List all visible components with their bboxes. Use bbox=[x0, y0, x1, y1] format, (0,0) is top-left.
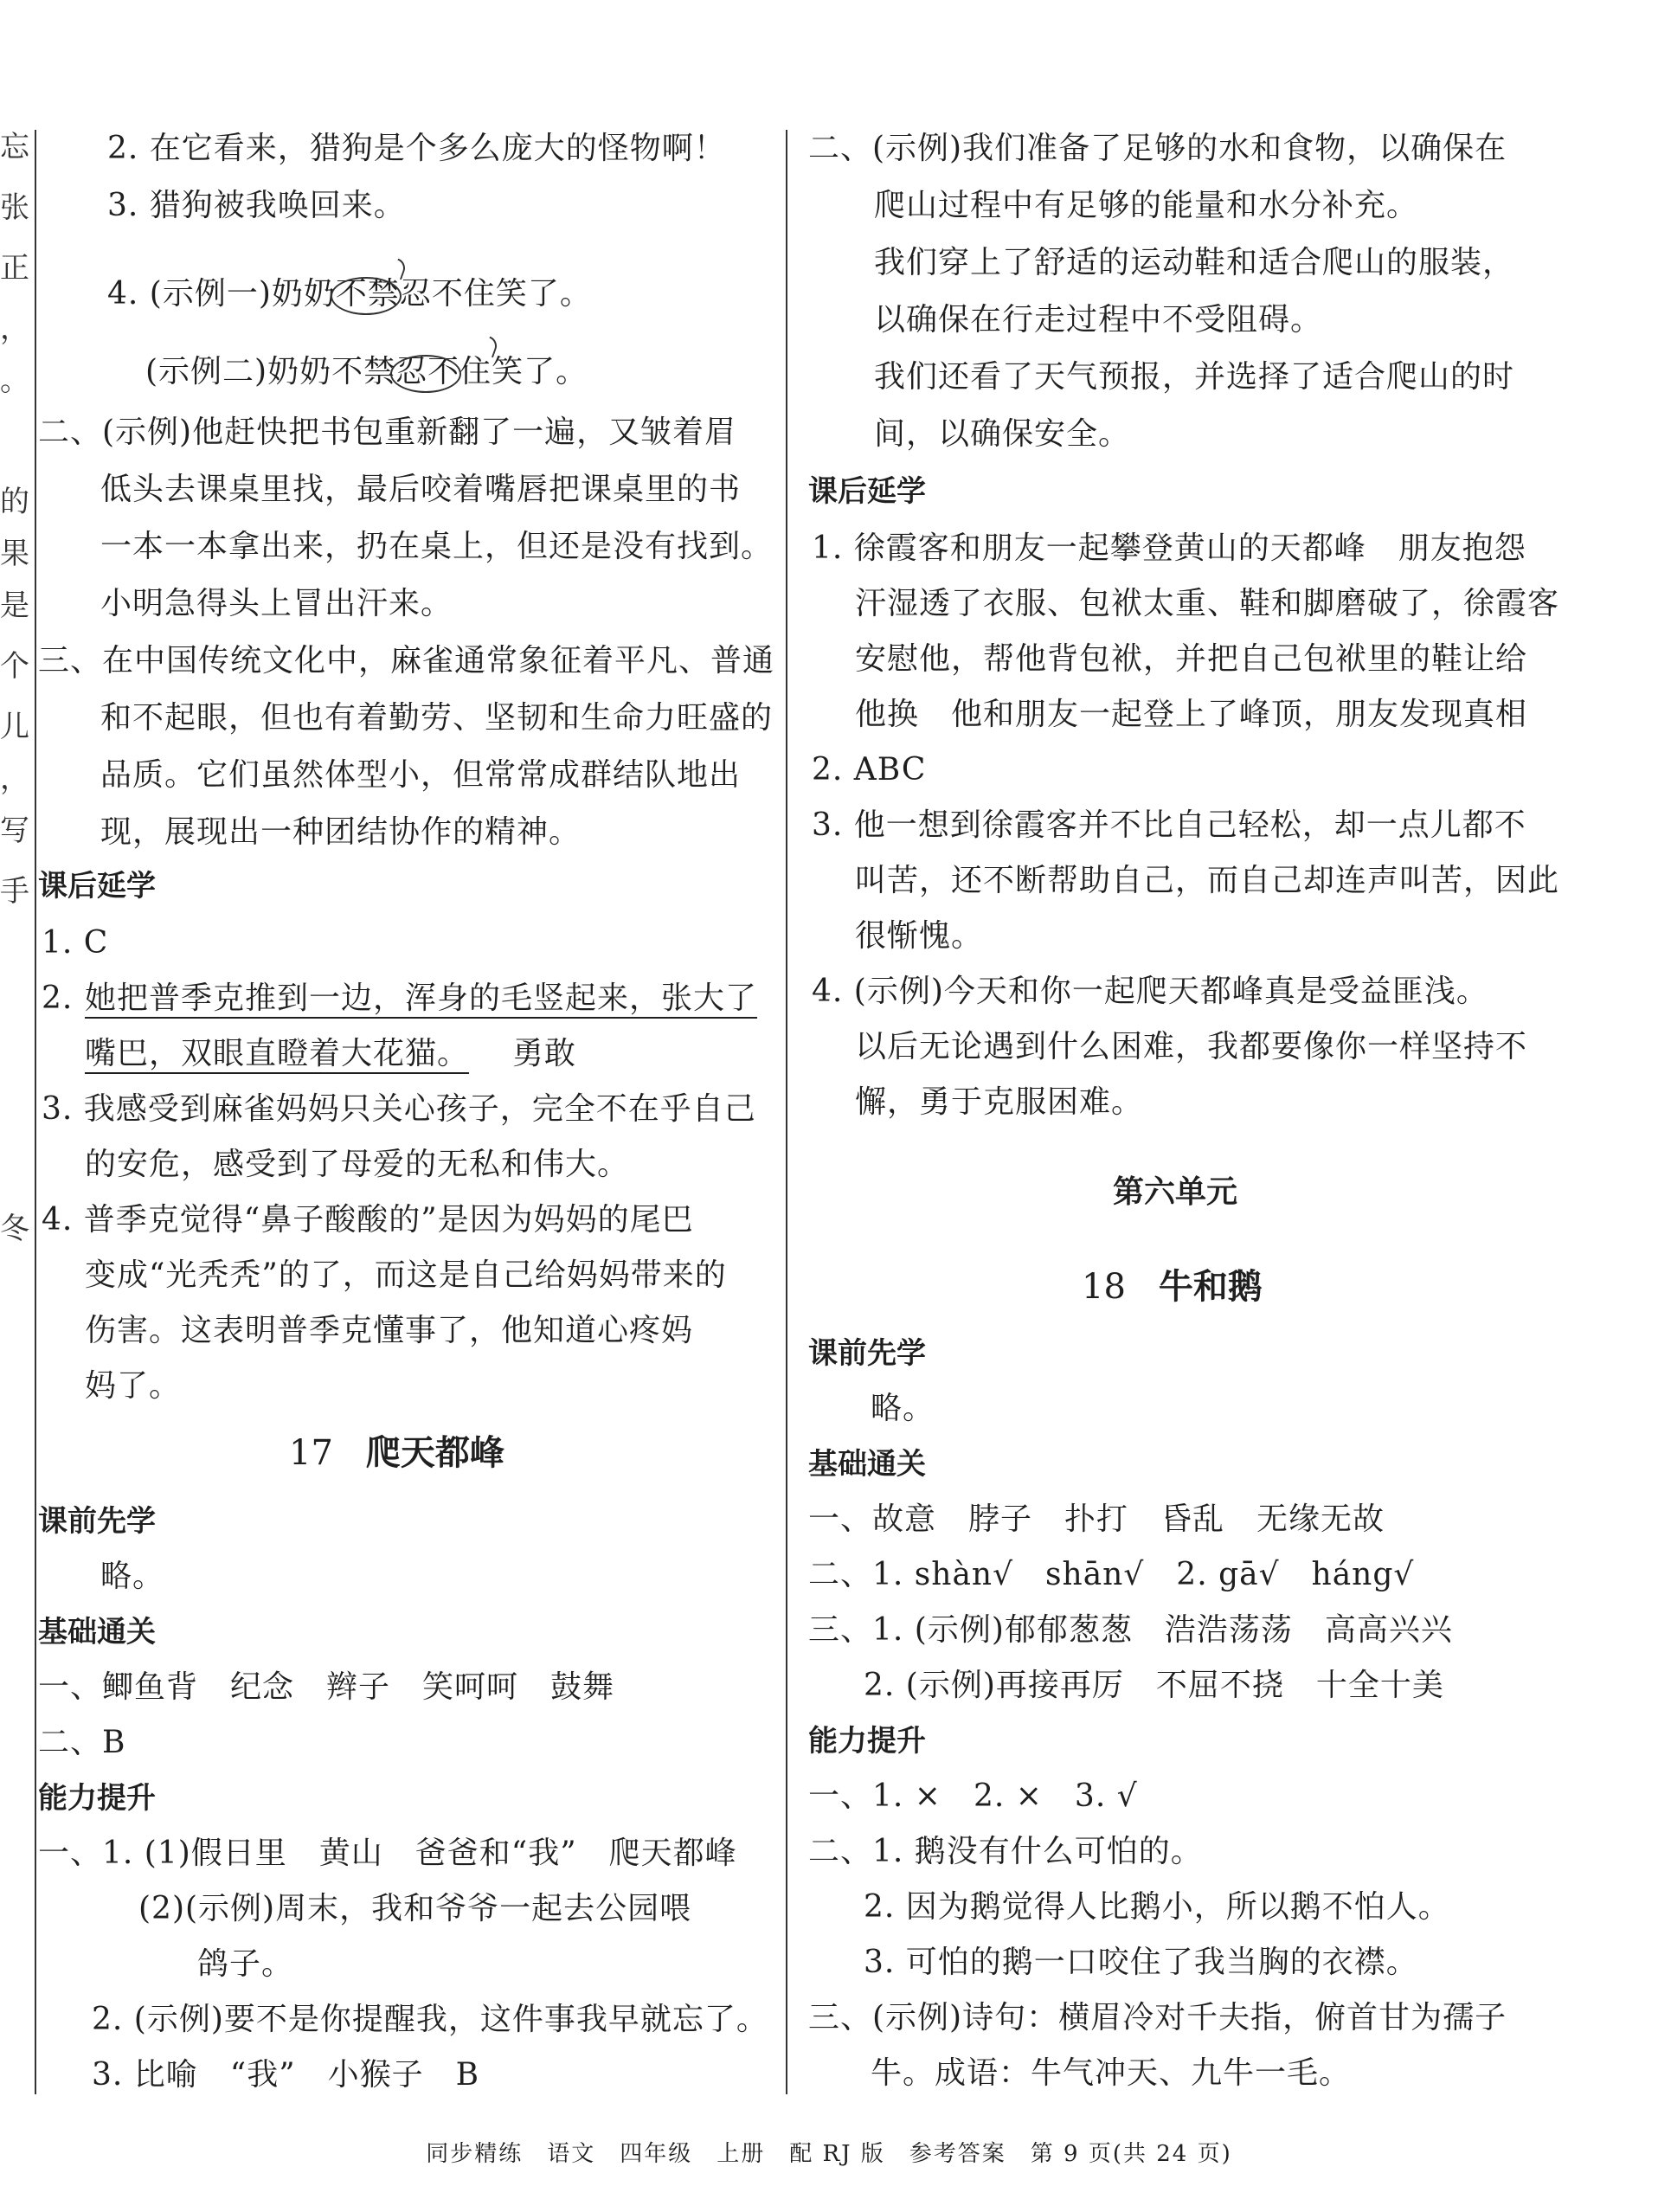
answer-line: 二、(示例)我们准备了足够的水和食物，以确保在 bbox=[808, 131, 1507, 166]
page-footer: 同步精练 语文 四年级 上册 配 RJ 版 参考答案 第 9 页(共 24 页) bbox=[426, 2141, 1232, 2167]
example-two-text: (示例二)奶奶不禁 bbox=[145, 354, 396, 389]
answer-line: 汗湿透了衣服、包袱太重、鞋和脚磨破了，徐霞客 bbox=[855, 586, 1560, 621]
answer-line: 鸽子。 bbox=[197, 1946, 294, 1982]
lesson-number: 17 bbox=[289, 1433, 333, 1473]
example-one bbox=[107, 273, 592, 315]
answer-line: 2. ABC bbox=[812, 752, 927, 788]
answer-line: 略。 bbox=[871, 1391, 935, 1426]
underlined-answer: 她把普季克推到一边，浑身的毛竖起来，张大了 bbox=[85, 981, 758, 1016]
unit-heading: 第六单元 bbox=[1113, 1174, 1238, 1210]
section-heading: 能力提升 bbox=[808, 1724, 926, 1759]
edge-rule bbox=[35, 130, 36, 2094]
answer-line: 三、在中国传统文化中，麻雀通常象征着平凡、普通 bbox=[38, 643, 775, 678]
answer-line: 二、1. 鹅没有什么可怕的。 bbox=[808, 1834, 1203, 1869]
answer-line: 略。 bbox=[100, 1559, 165, 1594]
answer-extra: 勇敢 bbox=[512, 1036, 577, 1071]
answer-line: 很惭愧。 bbox=[855, 918, 984, 954]
answer-line: 二、B bbox=[38, 1725, 126, 1760]
answer-line: 一、1. × 2. × 3. √ bbox=[808, 1778, 1138, 1814]
answer-line: 间，以确保安全。 bbox=[874, 416, 1131, 452]
edge-char: 冬 bbox=[0, 1212, 29, 1246]
answer-line: 变成“光秃秃”的了，而这是自己给妈妈带来的 bbox=[85, 1257, 727, 1293]
example-two-text-end: 笑了。 bbox=[492, 354, 588, 389]
answer-line: 1. 徐霞客和朋友一起攀登黄山的天都峰 朋友抱怨 bbox=[812, 530, 1526, 566]
answer-line: 3. 我感受到麻雀妈妈只关心孩子，完全不在乎自己 bbox=[42, 1091, 756, 1127]
edge-char: 正 bbox=[0, 251, 29, 286]
page-edge-text bbox=[0, 130, 29, 1255]
answer-line: 4. (示例)今天和你一起爬天都峰真是受益匪浅。 bbox=[812, 974, 1488, 1009]
answer-line: 懈，勇于克服困难。 bbox=[855, 1084, 1144, 1120]
lesson-title: 牛和鹅 bbox=[1158, 1267, 1263, 1307]
proofread-mark: 忍不住 bbox=[395, 351, 492, 393]
answer-line: 和不起眼，但也有着勤劳、坚韧和生命力旺盛的 bbox=[100, 700, 774, 736]
proofread-mark: 不禁 bbox=[336, 273, 400, 315]
answer-line: 2. 因为鹅觉得人比鹅小，所以鹅不怕人。 bbox=[864, 1889, 1450, 1925]
underlined-answer: 嘴巴，双眼直瞪着大花猫。 bbox=[85, 1036, 470, 1071]
section-heading: 能力提升 bbox=[38, 1781, 156, 1816]
example-one-text-end: 忍不住笑了。 bbox=[399, 276, 592, 312]
answer-line: 三、(示例)诗句：横眉冷对千夫指，俯首甘为孺子 bbox=[808, 2000, 1507, 2035]
section-heading: 课前先学 bbox=[808, 1336, 926, 1371]
answer-line: 以确保在行走过程中不受阻碍。 bbox=[874, 302, 1323, 338]
answer-line: 2. (示例)再接再厉 不屈不挠 十全十美 bbox=[864, 1668, 1444, 1703]
section-heading: 课前先学 bbox=[38, 1504, 156, 1539]
edge-char: 。 bbox=[0, 363, 29, 398]
lesson-heading bbox=[1082, 1265, 1263, 1309]
section-heading: 基础通关 bbox=[808, 1447, 926, 1482]
answer-line: 一、1. (1)假日里 黄山 爸爸和“我” 爬天都峰 bbox=[38, 1836, 737, 1871]
section-heading: 基础通关 bbox=[38, 1615, 156, 1649]
answer-line: 低头去课桌里找，最后咬着嘴唇把课桌里的书 bbox=[100, 472, 742, 507]
edge-char: 个 bbox=[0, 649, 29, 684]
lesson-title: 爬天都峰 bbox=[365, 1433, 504, 1473]
edge-char: 手 bbox=[0, 874, 29, 909]
edge-char: 儿 bbox=[0, 710, 29, 744]
edge-char: 忘 bbox=[0, 130, 29, 164]
edge-char: ， bbox=[0, 312, 29, 346]
answer-line: 一、鲫鱼背 纪念 辫子 笑呵呵 鼓舞 bbox=[38, 1669, 615, 1705]
answer-line: 叫苦，还不断帮助自己，而自己却连声叫苦，因此 bbox=[855, 863, 1560, 898]
answer-line: 我们穿上了舒适的运动鞋和适合爬山的服装， bbox=[874, 245, 1515, 280]
answer-line: 1. C bbox=[42, 925, 109, 961]
answer-line: 他换 他和朋友一起登上了峰顶，朋友发现真相 bbox=[855, 697, 1528, 732]
answer-line: 一本一本拿出来，扔在桌上，但还是没有找到。 bbox=[100, 529, 774, 564]
edge-char: ， bbox=[0, 762, 29, 796]
edge-char: 是 bbox=[0, 588, 29, 623]
answer-line: 4. 普季克觉得“鼻子酸酸的”是因为妈妈的尾巴 bbox=[42, 1202, 694, 1238]
answer-line bbox=[85, 1033, 576, 1075]
answer-line: 以后无论遇到什么困难，我都要像你一样坚持不 bbox=[855, 1029, 1528, 1064]
edge-char: 张 bbox=[0, 190, 29, 225]
example-two bbox=[145, 351, 588, 393]
answer-line: 安慰他，帮他背包袱，并把自己包袱里的鞋让给 bbox=[855, 641, 1528, 677]
edge-char: 的 bbox=[0, 485, 29, 519]
answer-line: 二、(示例)他赶快把书包重新翻了一遍，又皱着眉 bbox=[38, 415, 737, 450]
answer-line: 3. 可怕的鹅一口咬住了我当胸的衣襟。 bbox=[864, 1945, 1418, 1980]
answer-line: 伤害。这表明普季克懂事了，他知道心疼妈 bbox=[85, 1313, 694, 1348]
answer-line: (2)(示例)周末，我和爷爷一起去公园喂 bbox=[138, 1891, 692, 1926]
lesson-heading bbox=[289, 1431, 504, 1475]
answer-line: 我们还看了天气预报，并选择了适合爬山的时 bbox=[874, 359, 1515, 395]
answer-line: 一、故意 脖子 扑打 昏乱 无缘无故 bbox=[808, 1501, 1385, 1537]
answer-line: 的安危，感受到了母爱的无私和伟大。 bbox=[85, 1147, 630, 1182]
answer-line: 二、1. shàn√ shān√ 2. gā√ háng√ bbox=[808, 1557, 1415, 1592]
answer-line: 3. 猎狗被我唤回来。 bbox=[107, 188, 406, 223]
answer-line: 小明急得头上冒出汗来。 bbox=[100, 586, 453, 621]
answer-line: 3. 他一想到徐霞客并不比自己轻松，却一点儿都不 bbox=[812, 807, 1526, 843]
answer-line: 现，展现出一种团结协作的精神。 bbox=[100, 814, 582, 850]
answer-line: 3. 比喻 “我” 小猴子 B bbox=[92, 2057, 480, 2093]
answer-line: 妈了。 bbox=[85, 1368, 182, 1404]
answer-number: 2. bbox=[42, 981, 74, 1016]
edge-char: 果 bbox=[0, 537, 29, 571]
answer-line: 2. 在它看来，猎狗是个多么庞大的怪物啊！ bbox=[107, 131, 726, 166]
edge-char: 写 bbox=[0, 813, 29, 848]
section-heading: 课后延学 bbox=[808, 474, 926, 509]
answer-line: 爬山过程中有足够的能量和水分补充。 bbox=[874, 188, 1419, 223]
column-divider bbox=[786, 130, 787, 2094]
answer-line: 牛。成语：牛气冲天、九牛一毛。 bbox=[871, 2055, 1352, 2091]
answer-line: 品质。它们虽然体型小，但常常成群结队地出 bbox=[100, 757, 742, 793]
section-heading: 课后延学 bbox=[38, 869, 156, 903]
example-one-text: 4. (示例一)奶奶 bbox=[107, 276, 336, 312]
answer-line: 2. (示例)要不是你提醒我，这件事我早就忘了。 bbox=[92, 2002, 768, 2037]
answer-line: 三、1. (示例)郁郁葱葱 浩浩荡荡 高高兴兴 bbox=[808, 1612, 1453, 1648]
lesson-number: 18 bbox=[1082, 1267, 1126, 1307]
